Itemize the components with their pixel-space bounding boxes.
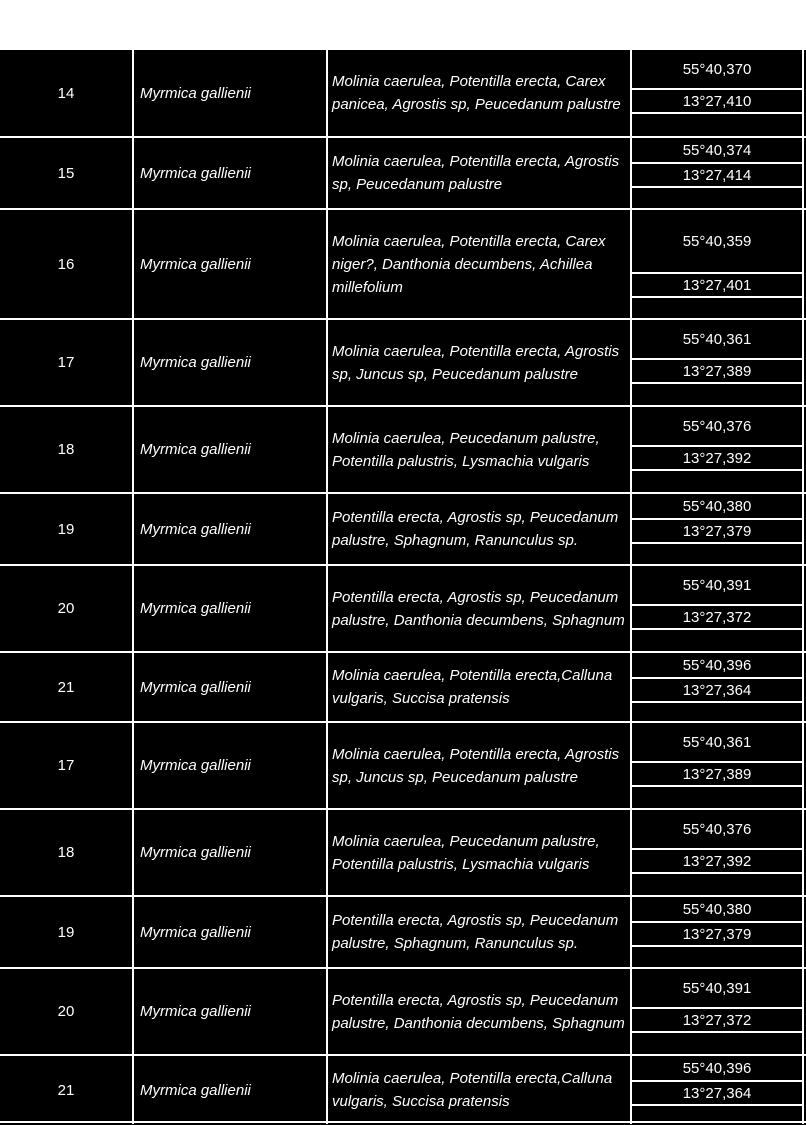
table-row (0, 721, 806, 808)
coordinates-cell (632, 1056, 804, 1124)
vegetation-cell: Potentilla erecta, Agrostis sp, Peucedanum palustre, Danthonia decumbens, Sphagnum (328, 969, 632, 1054)
table-row (0, 136, 806, 208)
vegetation-cell: Molinia caerulea, Potentilla erecta, Carex panicea, Agrostis sp, Peucedanum palustre (328, 50, 632, 136)
vegetation-cell: Molinia caerulea, Potentilla erecta, Agrostis sp, Peucedanum palustre (328, 138, 632, 208)
species-cell: Myrmica gallienii (134, 1056, 328, 1124)
sample-number-cell: 21 (0, 653, 134, 721)
species-cell: Myrmica gallienii (134, 320, 328, 405)
sample-number-cell: 20 (0, 969, 134, 1054)
table-row (0, 895, 806, 967)
vegetation-cell: Molinia caerulea, Peucedanum palustre, Potentilla palustris, Lysmachia vulgaris (328, 407, 632, 492)
latitude-value: 55°40,370 (682, 60, 752, 78)
longitude-value: 13°27,389 (682, 765, 752, 783)
longitude-value: 13°27,379 (682, 522, 752, 540)
species-cell: Myrmica gallienii (134, 138, 328, 208)
coordinates-cell (632, 566, 804, 651)
longitude-value: 13°27,372 (682, 608, 752, 626)
sample-number-cell: 18 (0, 810, 134, 895)
species-cell: Myrmica gallienii (134, 566, 328, 651)
latitude-value: 55°40,376 (682, 820, 752, 838)
table-row (0, 564, 806, 651)
latitude-value: 55°40,359 (682, 232, 752, 250)
longitude-value: 13°27,401 (682, 276, 752, 294)
empty-coordinate-slot (632, 384, 802, 405)
latitude-value: 55°40,396 (682, 1059, 752, 1077)
coordinates-cell (632, 210, 804, 318)
vegetation-cell: Potentilla erecta, Agrostis sp, Peucedanum palustre, Sphagnum, Ranunculus sp. (328, 897, 632, 967)
table-row (0, 50, 806, 136)
longitude-value: 13°27,410 (682, 92, 752, 110)
table-row (0, 405, 806, 492)
coordinates-cell (632, 653, 804, 721)
coordinates-cell (632, 969, 804, 1054)
sample-number-cell: 19 (0, 897, 134, 967)
latitude-value: 55°40,380 (682, 900, 752, 918)
sample-number-cell: 21 (0, 1056, 134, 1124)
table-row (0, 651, 806, 721)
page-top-margin (0, 0, 806, 48)
longitude-value: 13°27,389 (682, 362, 752, 380)
coordinates-cell (632, 897, 804, 967)
sample-number-cell: 17 (0, 723, 134, 808)
coordinates-cell (632, 494, 804, 564)
species-cell: Myrmica gallienii (134, 897, 328, 967)
vegetation-cell: Molinia caerulea, Potentilla erecta, Agrostis sp, Juncus sp, Peucedanum palustre (328, 723, 632, 808)
latitude-value: 55°40,391 (682, 576, 752, 594)
longitude-value: 13°27,372 (682, 1011, 752, 1029)
longitude-value: 13°27,364 (682, 1084, 752, 1102)
empty-coordinate-slot (632, 874, 802, 895)
species-cell: Myrmica gallienii (134, 50, 328, 136)
empty-coordinate-slot (632, 630, 802, 651)
empty-coordinate-slot (632, 1033, 802, 1054)
empty-coordinate-slot (632, 188, 802, 208)
species-cell: Myrmica gallienii (134, 210, 328, 318)
empty-coordinate-slot (632, 787, 802, 808)
coordinates-cell (632, 723, 804, 808)
latitude-value: 55°40,396 (682, 656, 752, 674)
empty-coordinate-slot (632, 1106, 802, 1124)
sample-number-cell: 18 (0, 407, 134, 492)
species-cell: Myrmica gallienii (134, 494, 328, 564)
sample-number-cell: 17 (0, 320, 134, 405)
data-table (0, 48, 806, 1125)
latitude-value: 55°40,361 (682, 733, 752, 751)
coordinates-cell (632, 320, 804, 405)
latitude-value: 55°40,376 (682, 417, 752, 435)
table-row (0, 967, 806, 1054)
species-cell: Myrmica gallienii (134, 653, 328, 721)
sample-number-cell: 19 (0, 494, 134, 564)
latitude-value: 55°40,361 (682, 330, 752, 348)
longitude-value: 13°27,379 (682, 925, 752, 943)
sample-number-cell: 15 (0, 138, 134, 208)
longitude-value: 13°27,392 (682, 852, 752, 870)
latitude-value: 55°40,380 (682, 497, 752, 515)
species-cell: Myrmica gallienii (134, 810, 328, 895)
sample-number-cell: 16 (0, 210, 134, 318)
latitude-value: 55°40,374 (682, 141, 752, 159)
longitude-value: 13°27,364 (682, 681, 752, 699)
species-cell: Myrmica gallienii (134, 407, 328, 492)
empty-coordinate-slot (632, 298, 802, 318)
table-grid (0, 48, 806, 1123)
coordinates-cell (632, 810, 804, 895)
empty-coordinate-slot (632, 114, 802, 134)
longitude-value: 13°27,414 (682, 166, 752, 184)
vegetation-cell: Potentilla erecta, Agrostis sp, Peucedanum palustre, Danthonia decumbens, Sphagnum (328, 566, 632, 651)
table-row (0, 492, 806, 564)
table-row (0, 808, 806, 895)
vegetation-cell: Molinia caerulea, Potentilla erecta, Agrostis sp, Juncus sp, Peucedanum palustre (328, 320, 632, 405)
table-row (0, 318, 806, 405)
vegetation-cell: Molinia caerulea, Potentilla erecta,Calluna vulgaris, Succisa pratensis (328, 653, 632, 721)
vegetation-cell: Molinia caerulea, Potentilla erecta, Carex niger?, Danthonia decumbens, Achillea millefolium (328, 210, 632, 318)
latitude-value: 55°40,391 (682, 979, 752, 997)
sample-number-cell: 20 (0, 566, 134, 651)
vegetation-cell: Molinia caerulea, Potentilla erecta,Calluna vulgaris, Succisa pratensis (328, 1056, 632, 1124)
species-cell: Myrmica gallienii (134, 723, 328, 808)
coordinates-cell (632, 138, 804, 208)
vegetation-cell: Molinia caerulea, Peucedanum palustre, Potentilla palustris, Lysmachia vulgaris (328, 810, 632, 895)
table-row (0, 208, 806, 318)
vegetation-cell: Potentilla erecta, Agrostis sp, Peucedanum palustre, Sphagnum, Ranunculus sp. (328, 494, 632, 564)
coordinates-cell (632, 407, 804, 492)
longitude-value: 13°27,392 (682, 449, 752, 467)
coordinates-cell (632, 50, 804, 136)
empty-coordinate-slot (632, 947, 802, 967)
empty-coordinate-slot (632, 703, 802, 721)
empty-coordinate-slot (632, 544, 802, 564)
empty-coordinate-slot (632, 471, 802, 492)
sample-number-cell: 14 (0, 50, 134, 136)
species-cell: Myrmica gallienii (134, 969, 328, 1054)
table-row (0, 1054, 806, 1124)
